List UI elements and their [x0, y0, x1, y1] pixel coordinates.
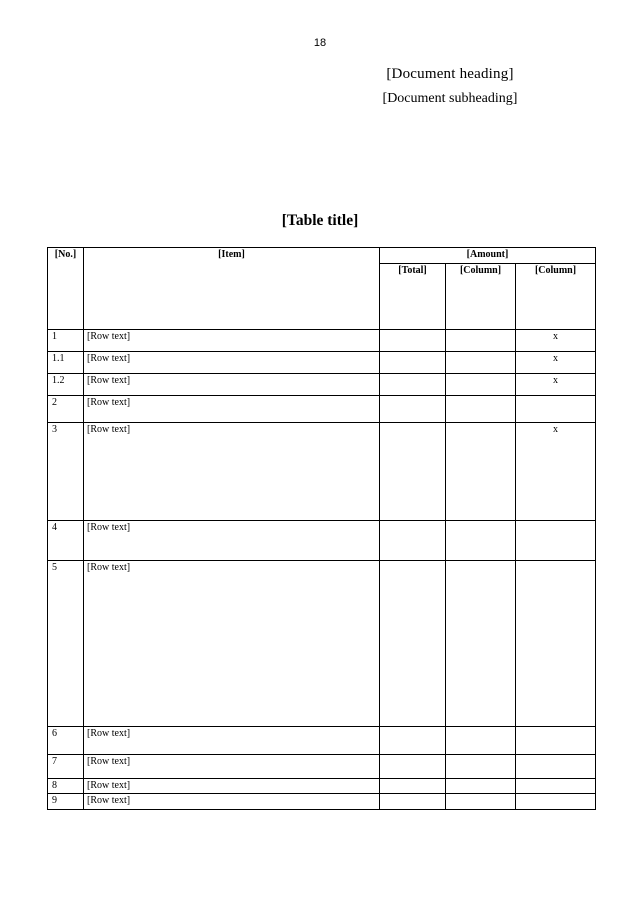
row-federal — [516, 726, 596, 754]
row-regional — [446, 754, 516, 778]
table-row — [48, 395, 596, 422]
row-federal — [516, 778, 596, 794]
row-federal — [516, 520, 596, 560]
row-text: [Row text] — [84, 395, 380, 422]
row-total — [380, 794, 446, 810]
row-text: [Row text] — [84, 754, 380, 778]
row-federal: x — [516, 422, 596, 520]
row-text: [Row text] — [84, 794, 380, 810]
header-regional: [Column] — [446, 263, 516, 329]
row-federal — [516, 395, 596, 422]
table-row — [48, 754, 596, 778]
row-regional — [446, 778, 516, 794]
row-total — [380, 520, 446, 560]
table-row — [48, 778, 596, 794]
annex-title: [Document heading] — [386, 66, 514, 82]
row-regional — [446, 422, 516, 520]
table-row — [48, 351, 596, 373]
header-num: [No.] — [48, 248, 84, 330]
table-row — [48, 560, 596, 726]
row-text: [Row text] — [84, 778, 380, 794]
row-regional — [446, 329, 516, 351]
row-total — [380, 726, 446, 754]
row-text: [Row text] — [84, 351, 380, 373]
row-total — [380, 373, 446, 395]
row-num: 2 — [48, 395, 84, 422]
table-row — [48, 329, 596, 351]
table-row — [48, 794, 596, 810]
row-regional — [446, 373, 516, 395]
row-text: [Row text] — [84, 329, 380, 351]
row-num: 1 — [48, 329, 84, 351]
header-federal: [Column] — [516, 263, 596, 329]
row-total — [380, 778, 446, 794]
row-total — [380, 754, 446, 778]
row-text: [Row text] — [84, 726, 380, 754]
row-regional — [446, 395, 516, 422]
table-row — [48, 726, 596, 754]
row-regional — [446, 351, 516, 373]
row-federal — [516, 560, 596, 726]
row-num: 3 — [48, 422, 84, 520]
row-federal: x — [516, 373, 596, 395]
row-regional — [446, 520, 516, 560]
header-total: [Total] — [380, 263, 446, 329]
table-row — [48, 373, 596, 395]
annex-body: [Document subheading] — [382, 91, 518, 106]
expenditure-table — [47, 247, 596, 810]
row-text: [Row text] — [84, 560, 380, 726]
row-regional — [446, 726, 516, 754]
header-activity: [Item] — [84, 248, 380, 330]
row-text: [Row text] — [84, 422, 380, 520]
row-text: [Row text] — [84, 373, 380, 395]
row-total — [380, 560, 446, 726]
table-row — [48, 422, 596, 520]
row-num: 5 — [48, 560, 84, 726]
row-num: 9 — [48, 794, 84, 810]
row-total — [380, 395, 446, 422]
page-number: 18 — [313, 37, 327, 49]
header-cost: [Amount] — [380, 248, 596, 264]
row-text: [Row text] — [84, 520, 380, 560]
main-title: [Table title] — [281, 212, 359, 229]
row-total — [380, 422, 446, 520]
row-num: 6 — [48, 726, 84, 754]
row-regional — [446, 794, 516, 810]
row-num: 7 — [48, 754, 84, 778]
row-num: 4 — [48, 520, 84, 560]
row-federal: x — [516, 351, 596, 373]
row-regional — [446, 560, 516, 726]
row-num: 1.2 — [48, 373, 84, 395]
row-federal — [516, 754, 596, 778]
row-total — [380, 351, 446, 373]
row-num: 1.1 — [48, 351, 84, 373]
table-row — [48, 520, 596, 560]
row-total — [380, 329, 446, 351]
row-num: 8 — [48, 778, 84, 794]
row-federal: x — [516, 329, 596, 351]
row-federal — [516, 794, 596, 810]
